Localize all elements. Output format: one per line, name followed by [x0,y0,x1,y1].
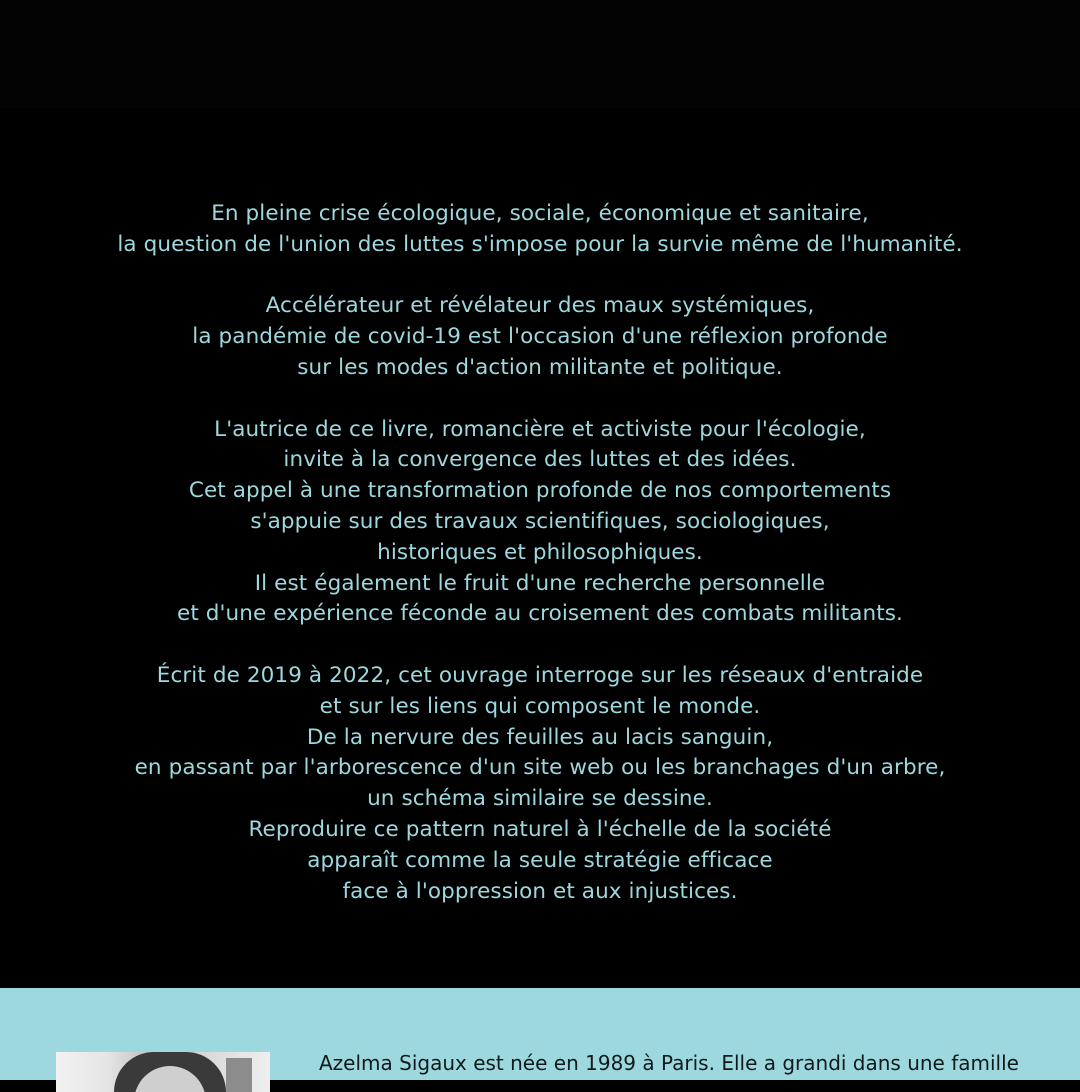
blurb-line: Reproduire ce pattern naturel à l'échelle de la société [248,816,832,842]
blurb-paragraph [0,291,1080,383]
top-band [0,0,1080,108]
blurb-text [0,199,1080,907]
blurb-line: invite à la convergence des luttes et des idées. [283,447,797,473]
blurb-line: apparaît comme la seule stratégie efficace [307,847,773,873]
blurb-line: face à l'oppression et aux injustices. [342,878,738,904]
author-photo [56,1052,270,1092]
blurb-line: la pandémie de covid-19 est l'occasion d'une réflexion profonde [192,324,888,350]
blurb-line: s'appuie sur des travaux scientifiques, sociologiques, [250,508,830,534]
author-section [0,988,1080,1080]
blurb-line: et sur les liens qui composent le monde. [319,693,761,719]
blurb-line: en passant par l'arborescence d'un site web ou les branchages d'un arbre, [134,755,946,781]
author-bio: Azelma Sigaux est née en 1989 à Paris. Elle a grandi dans une famille [319,1051,1019,1075]
blurb-line: L'autrice de ce livre, romancière et activiste pour l'écologie, [214,416,866,442]
blurb-paragraph [0,415,1080,631]
blurb-line: De la nervure des feuilles au lacis sanguin, [306,724,774,750]
blurb-line: sur les modes d'action militante et politique. [297,354,783,380]
blurb-line: la question de l'union des luttes s'impose pour la survie même de l'humanité. [117,231,963,257]
blurb-line: un schéma similaire se dessine. [367,786,713,812]
blurb-line: Il est également le fruit d'une recherche personnelle [254,570,826,596]
author-photo-background [226,1058,252,1092]
blurb-line: Écrit de 2019 à 2022, cet ouvrage interroge sur les réseaux d'entraide [156,662,924,688]
blurb-paragraph [0,661,1080,907]
blurb-line: Accélérateur et révélateur des maux systémiques, [265,293,815,319]
blurb-line: historiques et philosophiques. [377,539,703,565]
blurb-line: En pleine crise écologique, sociale, économique et sanitaire, [211,201,869,226]
blurb-line: et d'une expérience féconde au croisement des combats militants. [177,601,903,627]
blurb-paragraph [0,199,1080,261]
blurb-line: Cet appel à une transformation profonde de nos comportements [188,478,892,504]
